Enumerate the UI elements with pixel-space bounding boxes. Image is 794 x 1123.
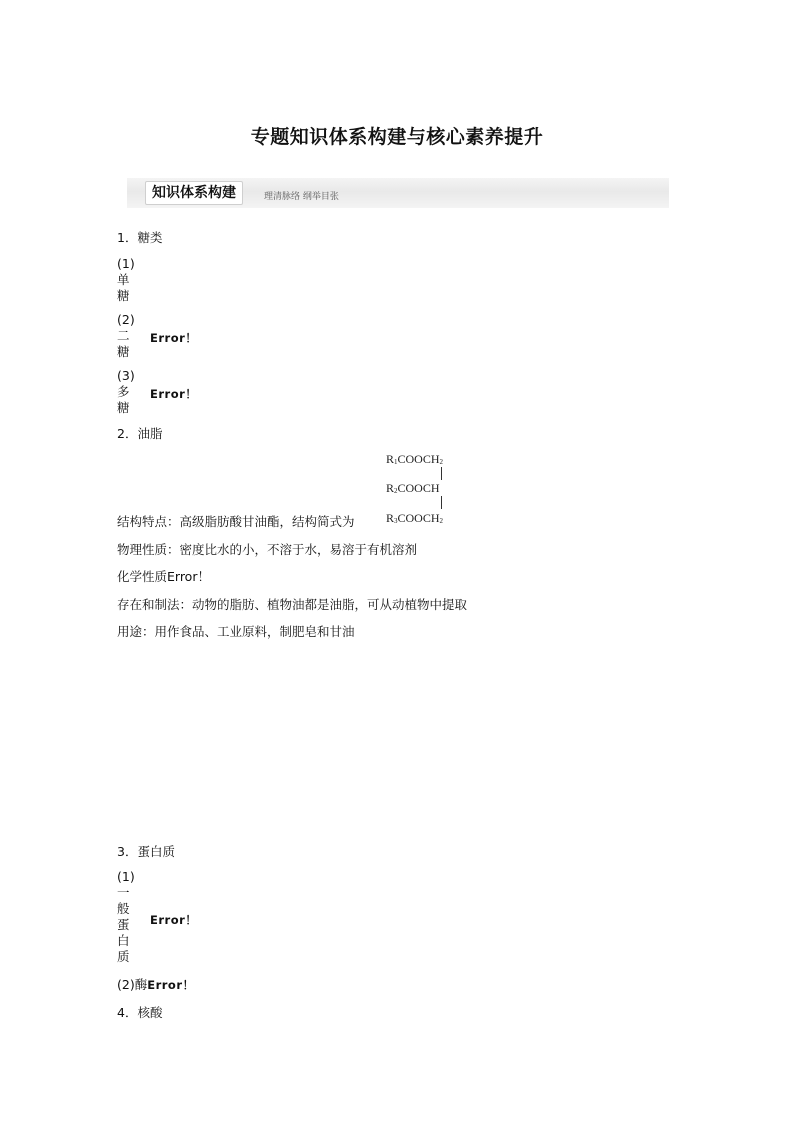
page-title: 专题知识体系构建与核心素养提升 [250, 126, 544, 148]
section-heading-protein: 3．蛋白质 [117, 844, 175, 859]
enzyme-line [117, 976, 195, 994]
formula-row-1: $R_1COOCH_2$ [386, 452, 444, 466]
formula-bond-1 [441, 467, 442, 480]
fat-structure-text: 结构特点：高级脂肪酸甘油酯，结构简式为 [117, 514, 355, 529]
formula-row-2: $R_2COOCH$ [386, 481, 440, 495]
fat-physical-text: 物理性质：密度比水的小，不溶于水，易溶于有机溶剂 [117, 542, 418, 557]
fat-source-text: 存在和制法：动物的脂肪、植物油都是油脂，可从动植物中提取 [117, 597, 468, 612]
banner-label: 知识体系构建 [145, 181, 243, 205]
formula-bond-2 [441, 496, 442, 509]
poly-sugar-error: Error！ [150, 387, 198, 401]
general-protein-label: (1) 一 般 蛋 白 质 [117, 869, 135, 964]
section-heading-carbs: 1．糖类 [117, 230, 163, 245]
enzyme-label: (2)酶 [117, 977, 148, 992]
banner-subtitle: 理清脉络 纲举目张 [264, 192, 339, 202]
section-heading-fats: 2．油脂 [117, 426, 163, 441]
formula-row-3: $R_3COOCH_2$ [386, 511, 444, 525]
di-sugar-error: Error！ [150, 331, 198, 345]
fat-chemical-text: 化学性质Error！ [117, 569, 210, 584]
poly-sugar-label: (3) 多 糖 [117, 368, 135, 415]
section-heading-nucleic: 4．核酸 [117, 1005, 163, 1020]
general-protein-error: Error！ [150, 913, 198, 927]
mono-sugar-label: (1) 单 糖 [117, 256, 135, 303]
di-sugar-label: (2) 二 糖 [117, 312, 135, 359]
fat-usage-text: 用途：用作食品、工业原料，制肥皂和甘油 [117, 624, 355, 639]
enzyme-error: Error！ [147, 978, 195, 992]
